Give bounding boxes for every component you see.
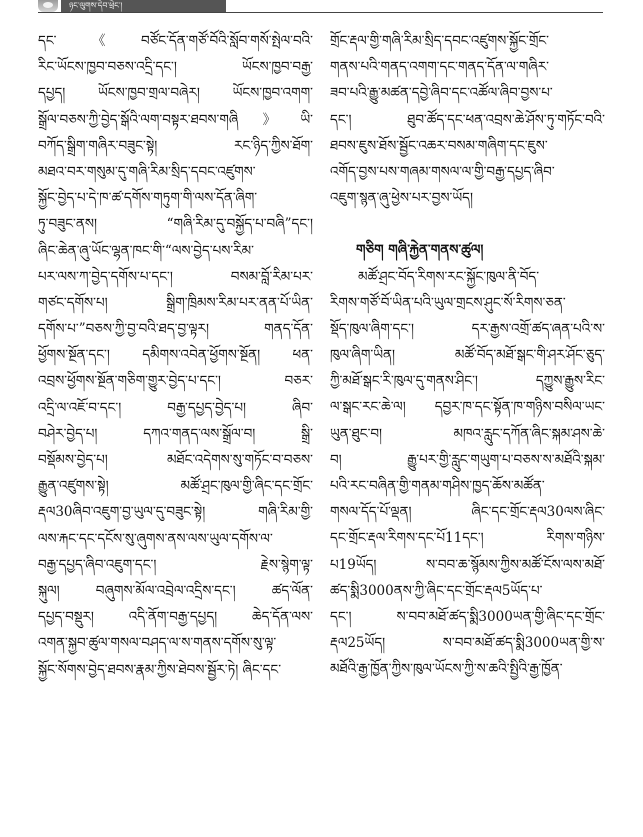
text-line: མཐོའི་རྒྱ་ཁྱོན་ཀྱིས་ཁུལ་ཡོངས་ཀྱི་ས་ཆའི་སྤྱིའི་རྒྱ་ཁྱོན་ (330, 661, 563, 678)
text-line: འབྲས་ཕྱོགས་སྔོན་གཅིག་གྱུར་བྱེད་པ་དང་། བཅར་ (38, 373, 313, 390)
text-line: མཚོ་ཤྲང་བོད་རིགས་རང་སྐྱོང་ཁུལ་ནི་བོད་ (358, 268, 540, 285)
text-line: བཤེར་བྱེད་པ། དཀའ་གནད་ལས་སྒྲོལ་བ། སྒྲི་ (38, 425, 313, 442)
text-line: དཔྱད་བསྡུར། འདི་ནོག་བརྒྱ་དཔྱད། ཆེད་དོན་ལས་ (38, 609, 313, 626)
text-line: ཐབས་ཇུས་ཐོས་སྦྱོང་འཆར་བསམ་གཞིག་དང་ཇུས་ (330, 137, 548, 154)
header-tab-title: ཉང་ལུགས་དེབ་ཕྲེང་། (61, 0, 226, 12)
text-line: ཀྱི་མཐོ་སྒང་རི་ཁུལ་དུ་གནས་ཤིང་། དཀྱུས་རྒྱུས་རིང་ (330, 373, 605, 390)
text-line: སྐྱོང་བྱེད་པ་དེ་ཁ་ཚ་དགོས་གཏུག་གི་ལས་དོན་ཞིག་ (38, 190, 258, 207)
text-line: མཐའ་བར་གསུམ་དུ་གཞི་རིམ་སྲིད་དབང་འཛུགས་ (38, 163, 256, 180)
text-line: དང་། ཐུབ་ཚོད་དང་ཕན་འབྲས་ཆེ་ཤོས་ཏུ་གཏོང་བའི་ (330, 111, 605, 128)
logo-icon (38, 0, 58, 12)
text-line: རིང་ཡོངས་ཁྱབ་བཅས་འདྲི་དང་། ཡོངས་ཁྱབ་བརྒྱ་ (38, 59, 313, 76)
text-line: ཏུ་བཟུང་ནས། “གཞི་རིམ་དུ་བསྐྱོད་པ་བཞི”དང་། (38, 216, 313, 233)
text-line: དང་། ས་བབ་མཐོ་ཚད་སྨི3000ཡན་གྱི་ཞིང་དང་གྲོང་ (330, 608, 605, 625)
text-line: གནས་པའི་གནད་འགག་དང་གནད་དོན་ལ་གཞིར་ (330, 59, 549, 76)
text-line: བ། རྒྱུ་པར་གྱི་རླུང་གཡུག་པ་བཅས་ས་མཐོའི་སྐམ་ (330, 451, 605, 468)
text-line: རྡལ25ཡོད། ས་བབ་མཐོ་ཚད་སྨི3000ཡན་གྱི་ས་ (330, 635, 605, 652)
text-line: ཡུན་ཐུང་བ། མཁའ་རླུང་དཀོན་ཞིང་སྐམ་ཤས་ཆེ་ (330, 425, 605, 442)
text-line: ལས་རྐང་དང་དངོས་སུ་ཞུགས་ནས་ལས་ཡུལ་དགོས་ལ་ (38, 530, 273, 547)
text-line: སྐྱོང་སོགས་བྱེད་ཐབས་རྣམ་ཀྱིས་ཐེབས་སྦྱོར་ཏེ། ཞིང་དང་ (38, 661, 282, 678)
text-line: གྲོང་རྡལ་གྱི་གཞི་རིམ་སྲིད་དབང་འཛུགས་སྐྱོང་གྲོང་ (330, 33, 549, 49)
text-line: པར་ལས་ཀ་བྱེད་དགོས་པ་དང་། བསམ་བློ་རིམ་པར་ (38, 268, 313, 285)
text-line: ལ་སྒང་རང་ཆེ་ལ། དབྱར་ཁ་དང་སྟོན་ཁ་གཉིས་བསིལ་ཡང་ (330, 399, 605, 416)
text-line: ཞིང་ཆེན་ཞུ་ཡོང་ལྷན་ཁང་གི་“ལས་བྱེད་པས་རིམ་ (38, 242, 254, 259)
text-line: དང་གྲོང་རྡལ་རིགས་དང་པོ11དང་། རིགས་གཉིས་ (330, 530, 605, 547)
text-line: པའི་རང་བཞིན་གྱི་གནམ་གཤིས་ཁྱད་ཆོས་མཚོན་ (330, 478, 545, 494)
section-heading: གཅིག གཞི་རྐྱེན་གནས་ཚུལ། (356, 242, 484, 259)
text-line: སྒྲོལ་བཅས་ཀྱི་བྱེད་སྒོའི་ལག་བསྟར་ཐབས་གཞི》ཡི་ (38, 111, 313, 128)
text-line: སྐུལ། བཞུགས་མོལ་འབྲེལ་འདྲིས་དང་། ཚད་ལོན་ (38, 582, 313, 599)
text-line: ཕྱོགས་སྔོན་དང་། དམིགས་འབེན་ཕྱོགས་སྔོན། ཕན་ (38, 347, 313, 364)
text-line: དཔྱད། ཡོངས་ཁྱབ་གྲལ་བཞེར། ཡོངས་ཁྱབ་འགག་ (38, 85, 313, 102)
text-line: ཚད་སྨི3000ནས་ཀྱི་ཞིང་དང་གྲོང་རྡལ5ཡོད་པ་ (330, 582, 543, 599)
text-line: རྒྱུན་འཛུགས་སྟེ། མཚོ་ཤྲང་ཁུལ་གྱི་ཞིང་དང་གྲོང་ (38, 478, 313, 495)
left-text-column (38, 28, 313, 837)
section-gap (330, 211, 605, 237)
text-line: ཁུལ་ཞིག་ཡིན། མཚོ་བོད་མཐོ་སྒང་གི་ཤར་ཤོང་ཅུད་ (330, 347, 605, 364)
text-line: གཙང་དགོས་པ། སྒྲིག་ཁྲིམས་རིམ་པར་ནན་པོ་ཡིན་ (38, 294, 313, 311)
text-line: དང་《བཙོང་དོན་གཙོ་བོའི་སློབ་གསོ་སྤེལ་བའི་ (38, 33, 313, 49)
text-line: སྡོད་ཁུལ་ཞིག་དང་། དར་རྒྱས་འགྲོ་ཚད་ཞན་པའི་ས་ (330, 320, 605, 337)
text-line: དགོས་པ་”བཅས་ཀྱི་བྱ་བའི་ཐད་བྱ་ལྟར། གནད་དོན་ (38, 321, 313, 338)
text-line: བརྒྱ་དཔྱད་ཞིབ་འཇུག་དང་། རྗེས་སྙེག་ལྟ་ (38, 556, 313, 573)
text-line: རིགས་གཙོ་བོ་ཡིན་པའི་ཡུལ་གྲངས་ཤུང་སོ་རིགས་ཅན་ (330, 294, 566, 311)
text-line: གསལ་དོད་པོ་ལྡན། ཞིང་དང་གྲོང་རྡལ30ལས་ཞིང་ (330, 504, 605, 521)
text-line: འདྲི་ལ་འཇོ་བ་དང་། བརྒྱ་དཔྱད་བྱེད་པ། ཞིབ་ (38, 399, 313, 416)
text-line: འཇུག་སྙན་ཞུ་ཕྱེས་པར་བྱས་ཡོད། (330, 190, 473, 207)
text-line: བསྡོམས་བྱེད་པ། མཐོང་འདེགས་སུ་གཏོང་བ་བཅས་ (38, 452, 313, 468)
right-text-column (330, 28, 605, 837)
text-line: པ19ཡོད། ས་བབ་ཆ་སྙོམས་ཀྱིས་མཚོ་ངོས་ལས་མཐོ་ (330, 556, 605, 573)
text-line: ཟབ་པའི་རྒྱུ་མཚན་དབྱེ་ཞིབ་དང་འཚོལ་ཞིབ་བྱས་པ་ (330, 85, 553, 102)
text-line: བཀོད་སྒྲིག་གཞིར་བཟུང་སྟེ། རང་ཉིད་ཀྱིས་ཐོག་ (38, 137, 313, 154)
page-header (38, 0, 603, 13)
text-line: འགན་སྐྱབ་ཚུལ་གསལ་བཤད་ལ་ས་གནས་དགོས་སུ་ལྟ་ (38, 635, 277, 652)
text-line: འགོད་བྱས་པས་གཞམ་གསལ་ལ་གྱི་བརྒྱ་དཔྱད་ཞིབ་ (330, 163, 555, 180)
text-line: རྡལ30ཞིབ་འཇུག་བྱ་ཡུལ་དུ་བཟུང་སྟེ། གཞི་རིམ་གྱི་ (38, 504, 313, 521)
